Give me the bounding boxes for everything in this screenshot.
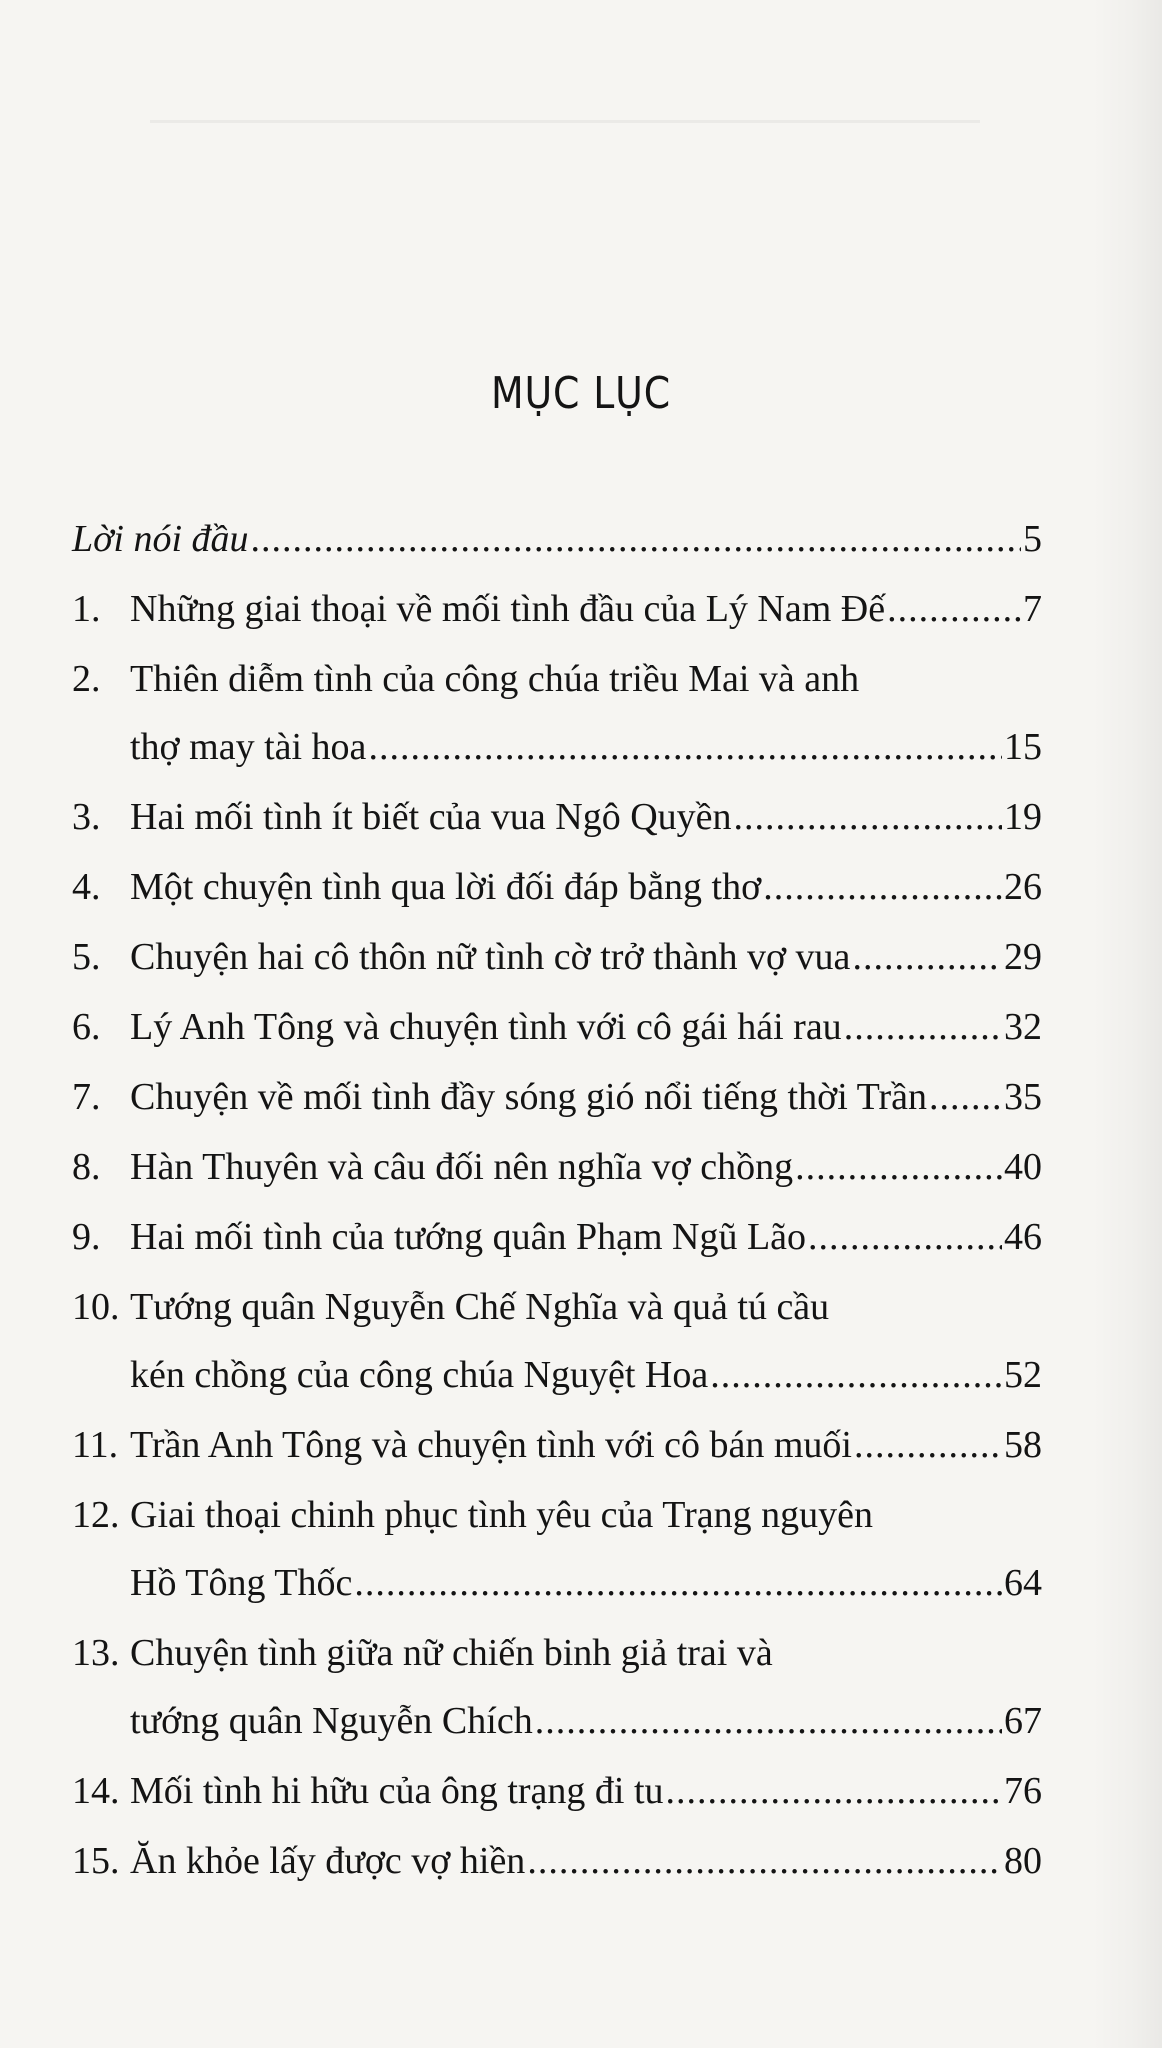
toc-entry-line <box>130 575 1042 643</box>
toc-entry-line <box>130 1411 1042 1479</box>
toc-entry <box>72 575 1042 643</box>
toc-entry-title: tướng quân Nguyễn Chích <box>130 1700 533 1742</box>
toc-entry-title: Hàn Thuyên và câu đối nên nghĩa vợ chồng <box>130 1146 794 1188</box>
toc-entry <box>72 923 1042 991</box>
toc-entry-number: 13. <box>72 1632 120 1674</box>
dot-leader <box>527 1827 1002 1895</box>
toc-page-number: 35 <box>1004 1076 1042 1118</box>
toc-entry-line <box>130 1827 1042 1895</box>
toc-page-number: 58 <box>1004 1424 1042 1466</box>
toc-entry-title: kén chồng của công chúa Nguyệt Hoa <box>130 1354 709 1396</box>
page-edge-shadow <box>1092 0 1162 2048</box>
toc-entry-line <box>130 1687 1042 1755</box>
toc-entry-title: Thiên diễm tình của công chúa triều Mai và anh <box>130 658 860 700</box>
toc-entry-title: Mối tình hi hữu của ông trạng đi tu <box>130 1770 664 1812</box>
toc-page-number: 76 <box>1004 1770 1042 1812</box>
dot-leader <box>887 575 1021 643</box>
toc-entry <box>72 1619 1042 1755</box>
toc-entry-number: 5. <box>72 936 101 978</box>
dot-leader <box>666 1757 1002 1825</box>
toc-page-number: 5 <box>1023 518 1042 560</box>
toc-entry-title: Ăn khỏe lấy được vợ hiền <box>130 1840 526 1882</box>
toc-entry-body <box>130 1481 1042 1617</box>
toc-entry-body <box>130 1619 1042 1755</box>
dot-leader <box>808 1203 1002 1271</box>
toc-entry <box>72 1203 1042 1271</box>
toc-entry-body <box>130 1063 1042 1131</box>
toc-entry-number: 12. <box>72 1494 120 1536</box>
toc-entry <box>72 645 1042 781</box>
dot-leader <box>251 505 1021 573</box>
dot-leader <box>795 1133 1002 1201</box>
toc-entry-number: 1. <box>72 588 101 630</box>
toc-page-number: 19 <box>1004 796 1042 838</box>
toc-entry-body <box>130 783 1042 851</box>
dot-leader <box>368 713 1002 781</box>
toc-entry-body <box>130 993 1042 1061</box>
toc-entry-title: Hồ Tông Thốc <box>130 1562 353 1604</box>
toc-entry <box>72 993 1042 1061</box>
toc-entry <box>72 1273 1042 1409</box>
toc-page-number: 15 <box>1004 726 1042 768</box>
dot-leader <box>763 853 1002 921</box>
toc-entry-title: Hai mối tình của tướng quân Phạm Ngũ Lão <box>130 1216 807 1258</box>
toc-entry-body <box>130 645 1042 781</box>
toc-entry-number: 2. <box>72 658 101 700</box>
dot-leader <box>929 1063 1002 1131</box>
toc-entry-intro <box>72 505 1042 573</box>
toc-entry <box>72 853 1042 921</box>
toc-entry <box>72 1481 1042 1617</box>
toc-entry-line <box>130 645 1042 713</box>
toc-entry <box>72 783 1042 851</box>
toc-entry-body <box>130 1133 1042 1201</box>
toc-page-number: 64 <box>1004 1562 1042 1604</box>
toc-entry-line <box>130 853 1042 921</box>
toc-entry-body <box>130 1827 1042 1895</box>
toc-entry-line <box>130 1757 1042 1825</box>
bleed-through-rule <box>150 120 980 123</box>
table-of-contents <box>72 505 1042 1897</box>
toc-page-number: 52 <box>1004 1354 1042 1396</box>
toc-entry-body <box>130 1757 1042 1825</box>
toc-entry-line <box>130 1203 1042 1271</box>
toc-entry-title: Một chuyện tình qua lời đối đáp bằng thơ <box>130 866 762 908</box>
toc-entry-title: Chuyện tình giữa nữ chiến binh giả trai và <box>130 1632 773 1674</box>
toc-entry <box>72 1757 1042 1825</box>
toc-page-number: 29 <box>1004 936 1042 978</box>
toc-entry-number: 11. <box>72 1424 119 1466</box>
toc-entry-number: 3. <box>72 796 101 838</box>
toc-page-number: 80 <box>1004 1840 1042 1882</box>
dot-leader <box>734 783 1002 851</box>
toc-entry-line <box>130 1549 1042 1617</box>
toc-page-number: 32 <box>1004 1006 1042 1048</box>
toc-page-number: 46 <box>1004 1216 1042 1258</box>
toc-entry-line <box>130 1273 1042 1341</box>
toc-entry-body <box>130 923 1042 991</box>
toc-entry <box>72 1133 1042 1201</box>
toc-entry-number: 10. <box>72 1286 120 1328</box>
toc-entry-title: Lý Anh Tông và chuyện tình với cô gái hái rau <box>130 1006 842 1048</box>
toc-page-number: 40 <box>1004 1146 1042 1188</box>
toc-page-number: 7 <box>1023 588 1042 630</box>
toc-entry-title: Những giai thoại về mối tình đầu của Lý Nam Đế <box>130 588 886 630</box>
toc-entry-body <box>72 505 1042 573</box>
toc-entry-body <box>130 575 1042 643</box>
toc-page-number: 67 <box>1004 1700 1042 1742</box>
toc-entry-body <box>130 853 1042 921</box>
toc-entry-title: thợ may tài hoa <box>130 726 367 768</box>
toc-entry-number: 7. <box>72 1076 101 1118</box>
toc-entry-number: 4. <box>72 866 101 908</box>
toc-entry-line <box>130 783 1042 851</box>
toc-entry-title: Trần Anh Tông và chuyện tình với cô bán muối <box>130 1424 852 1466</box>
toc-entry-number: 6. <box>72 1006 101 1048</box>
dot-leader <box>852 923 1002 991</box>
toc-entry-line <box>130 1619 1042 1687</box>
toc-entry <box>72 1063 1042 1131</box>
toc-entry <box>72 1827 1042 1895</box>
toc-entry-line <box>130 1133 1042 1201</box>
toc-entry-title: Tướng quân Nguyễn Chế Nghĩa và quả tú cầu <box>130 1286 830 1328</box>
toc-entry-line <box>130 923 1042 991</box>
toc-entry-line <box>130 993 1042 1061</box>
toc-entry-title: Hai mối tình ít biết của vua Ngô Quyền <box>130 796 732 838</box>
toc-entry-number: 9. <box>72 1216 101 1258</box>
toc-entry-title: Lời nói đầu <box>72 518 249 560</box>
dot-leader <box>535 1687 1002 1755</box>
toc-entry-body <box>130 1411 1042 1479</box>
toc-entry-number: 14. <box>72 1770 120 1812</box>
toc-entry-title: Chuyện hai cô thôn nữ tình cờ trở thành vợ vua <box>130 936 851 978</box>
toc-entry-line <box>72 505 1042 573</box>
toc-entry-body <box>130 1203 1042 1271</box>
toc-entry-body <box>130 1273 1042 1409</box>
toc-entry-title: Chuyện về mối tình đầy sóng gió nổi tiếng thời Trần <box>130 1076 927 1118</box>
page-title: MỤC LỤC <box>490 368 672 419</box>
toc-page-number: 26 <box>1004 866 1042 908</box>
toc-entry-line <box>130 1341 1042 1409</box>
toc-entry-line <box>130 713 1042 781</box>
toc-entry-number: 15. <box>72 1840 120 1882</box>
dot-leader <box>354 1549 1002 1617</box>
toc-entry <box>72 1411 1042 1479</box>
dot-leader <box>844 993 1002 1061</box>
dot-leader <box>854 1411 1002 1479</box>
toc-entry-number: 8. <box>72 1146 101 1188</box>
toc-entry-line <box>130 1063 1042 1131</box>
dot-leader <box>710 1341 1002 1409</box>
toc-entry-line <box>130 1481 1042 1549</box>
toc-entry-title: Giai thoại chinh phục tình yêu của Trạng nguyên <box>130 1494 873 1536</box>
